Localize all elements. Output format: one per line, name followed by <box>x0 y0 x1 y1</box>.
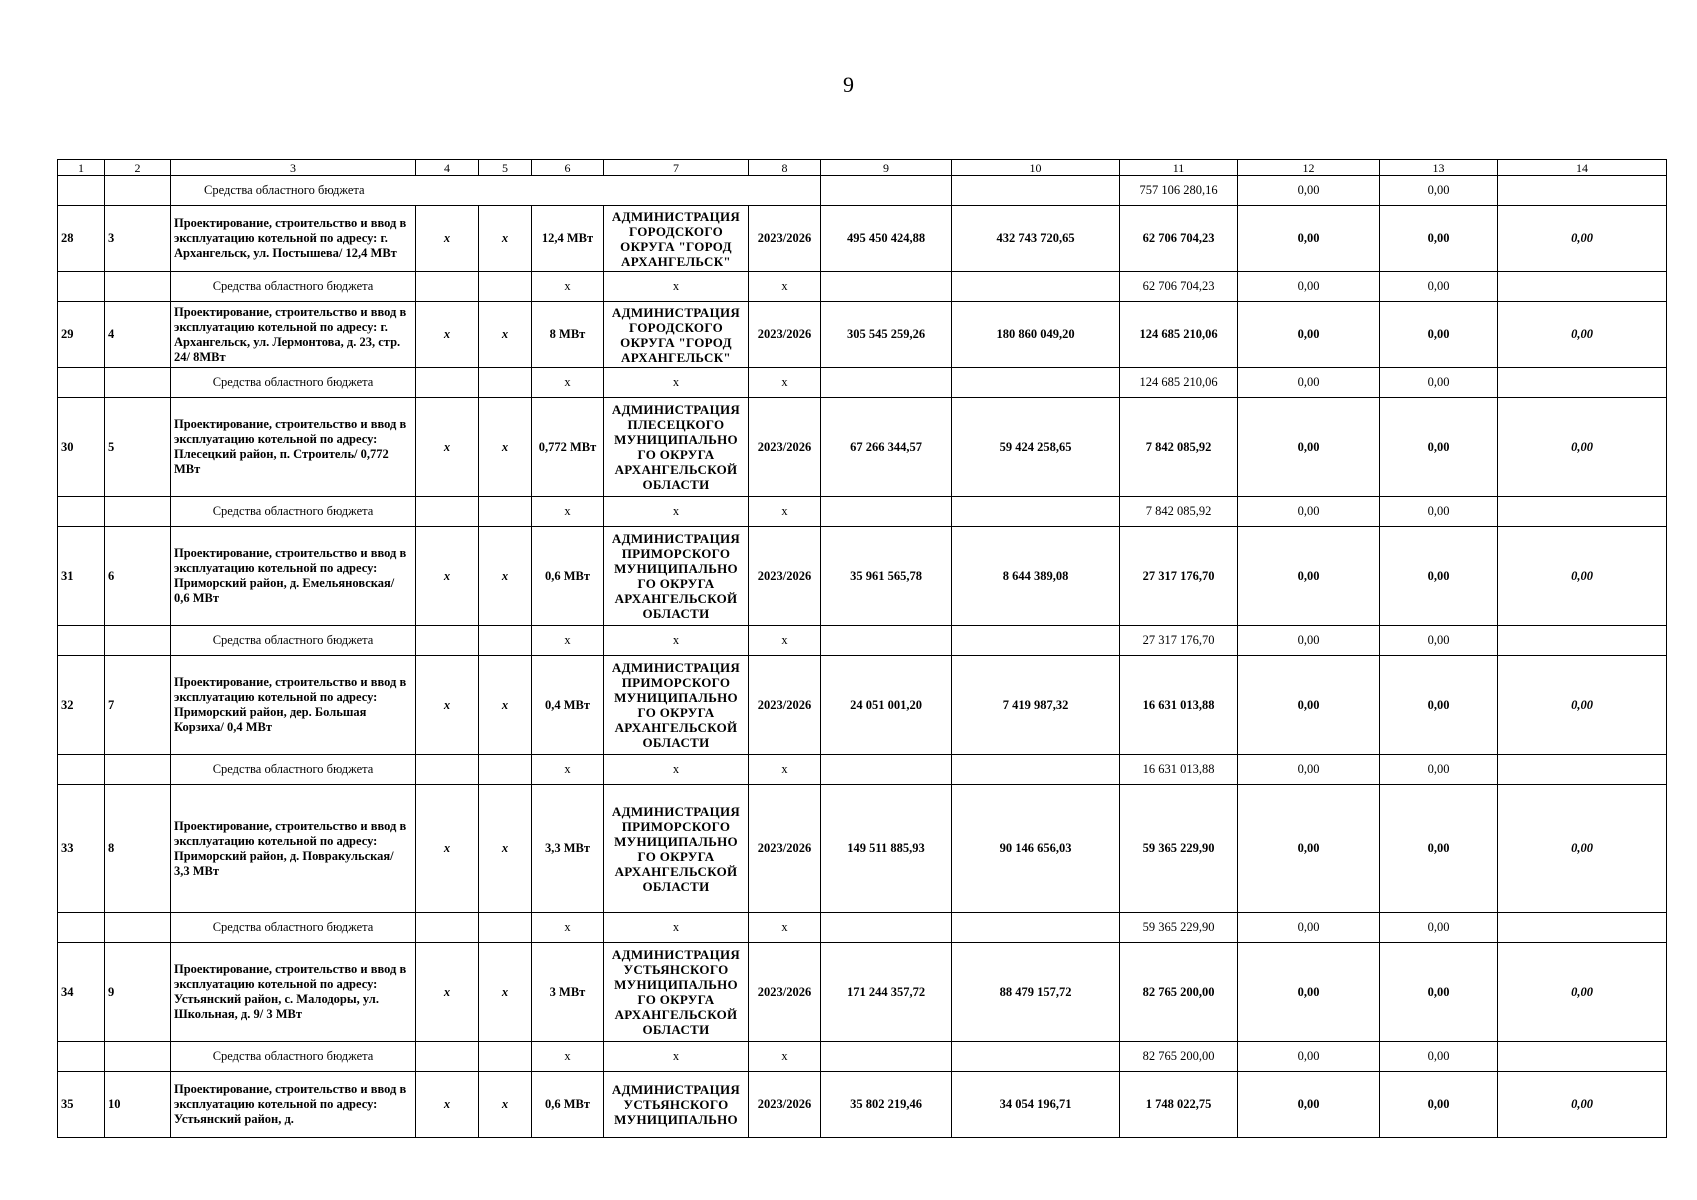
empty-cell <box>58 368 105 398</box>
sub-number: 7 <box>105 656 171 755</box>
amount-col13: 0,00 <box>1380 913 1498 943</box>
column-number: 10 <box>952 160 1120 176</box>
column-number: 2 <box>105 160 171 176</box>
project-row <box>58 527 1667 626</box>
project-description: Проектирование, строительство и ввод в эксплуатацию котельной по адресу: Приморский район, д. Повракульская/ 3,3 МВт <box>171 785 416 913</box>
project-row <box>58 943 1667 1042</box>
col4-mark: x <box>416 656 479 755</box>
amount-col9: 67 266 344,57 <box>821 398 952 497</box>
empty-cell <box>1498 368 1667 398</box>
empty-cell <box>105 368 171 398</box>
col4-mark: x <box>416 943 479 1042</box>
row-number: 33 <box>58 785 105 913</box>
column-number: 1 <box>58 160 105 176</box>
capacity: 3,3 МВт <box>532 785 604 913</box>
empty-cell <box>821 497 952 527</box>
empty-cell <box>821 1042 952 1072</box>
empty-cell <box>821 913 952 943</box>
project-description: Проектирование, строительство и ввод в эксплуатацию котельной по адресу: г. Архангельск, ул. Лермонтова, д. 23, стр. 24/ 8МВт <box>171 302 416 368</box>
col8-mark: x <box>749 913 821 943</box>
amount-col10: 34 054 196,71 <box>952 1072 1120 1138</box>
col5-mark: x <box>479 1072 532 1138</box>
col8-mark: x <box>749 755 821 785</box>
funding-source-label: Средства областного бюджета <box>171 368 416 398</box>
col6-mark: x <box>532 755 604 785</box>
responsible-organization: АДМИНИСТРАЦИЯ ПРИМОРСКОГО МУНИЦИПАЛЬНО ГО ОКРУГА АРХАНГЕЛЬСКОЙ ОБЛАСТИ <box>604 527 749 626</box>
empty-cell <box>1498 913 1667 943</box>
empty-cell <box>952 497 1120 527</box>
col7-mark: x <box>604 1042 749 1072</box>
project-description: Проектирование, строительство и ввод в эксплуатацию котельной по адресу: Устьянский район, с. Малодоры, ул. Школьная, д. 9/ 3 МВт <box>171 943 416 1042</box>
col7-mark: x <box>604 626 749 656</box>
col4-mark: x <box>416 302 479 368</box>
amount-col13: 0,00 <box>1380 943 1498 1042</box>
amount-col10: 432 743 720,65 <box>952 206 1120 272</box>
column-number: 12 <box>1238 160 1380 176</box>
amount-col11: 62 706 704,23 <box>1120 272 1238 302</box>
empty-cell <box>1498 626 1667 656</box>
sub-number: 10 <box>105 1072 171 1138</box>
project-description: Проектирование, строительство и ввод в эксплуатацию котельной по адресу: Приморский район, дер. Большая Корзиха/ 0,4 МВт <box>171 656 416 755</box>
responsible-organization: АДМИНИСТРАЦИЯ ПЛЕСЕЦКОГО МУНИЦИПАЛЬНО ГО ОКРУГА АРХАНГЕЛЬСКОЙ ОБЛАСТИ <box>604 398 749 497</box>
amount-col13: 0,00 <box>1380 368 1498 398</box>
column-number: 7 <box>604 160 749 176</box>
amount-col10: 8 644 389,08 <box>952 527 1120 626</box>
responsible-organization: АДМИНИСТРАЦИЯ ПРИМОРСКОГО МУНИЦИПАЛЬНО ГО ОКРУГА АРХАНГЕЛЬСКОЙ ОБЛАСТИ <box>604 785 749 913</box>
amount-col13: 0,00 <box>1380 1042 1498 1072</box>
empty-cell <box>821 755 952 785</box>
empty-cell <box>952 626 1120 656</box>
column-number: 4 <box>416 160 479 176</box>
col4-mark: x <box>416 785 479 913</box>
implementation-period: 2023/2026 <box>749 785 821 913</box>
amount-col11: 82 765 200,00 <box>1120 1042 1238 1072</box>
amount-col12: 0,00 <box>1238 527 1380 626</box>
column-number: 3 <box>171 160 416 176</box>
empty-cell <box>952 368 1120 398</box>
col5-mark: x <box>479 206 532 272</box>
responsible-organization: АДМИНИСТРАЦИЯ ГОРОДСКОГО ОКРУГА "ГОРОД АРХАНГЕЛЬСК" <box>604 206 749 272</box>
empty-cell <box>821 272 952 302</box>
col6-mark: x <box>532 497 604 527</box>
project-description: Проектирование, строительство и ввод в эксплуатацию котельной по адресу: Приморский район, д. Емельяновская/ 0,6 МВт <box>171 527 416 626</box>
empty-cell <box>58 626 105 656</box>
col6-mark: x <box>532 913 604 943</box>
funding-source-label: Средства областного бюджета <box>171 626 416 656</box>
budget-table <box>57 159 1667 1138</box>
empty-cell <box>952 272 1120 302</box>
empty-cell <box>105 176 171 206</box>
capacity: 0,4 МВт <box>532 656 604 755</box>
col7-mark: x <box>604 368 749 398</box>
page-number: 9 <box>843 72 854 97</box>
amount-col12: 0,00 <box>1238 626 1380 656</box>
empty-cell <box>58 272 105 302</box>
empty-cell <box>479 755 532 785</box>
column-number: 8 <box>749 160 821 176</box>
col8-mark: x <box>749 497 821 527</box>
amount-col12: 0,00 <box>1238 785 1380 913</box>
capacity: 3 МВт <box>532 943 604 1042</box>
amount-col9: 149 511 885,93 <box>821 785 952 913</box>
implementation-period: 2023/2026 <box>749 302 821 368</box>
amount-col14: 0,00 <box>1498 206 1667 272</box>
col4-mark: x <box>416 206 479 272</box>
col7-mark: x <box>604 913 749 943</box>
amount-col13: 0,00 <box>1380 656 1498 755</box>
amount-col12: 0,00 <box>1238 943 1380 1042</box>
amount-col12: 0,00 <box>1238 656 1380 755</box>
amount-col9: 35 802 219,46 <box>821 1072 952 1138</box>
amount-col14: 0,00 <box>1498 1072 1667 1138</box>
empty-cell <box>479 272 532 302</box>
empty-cell <box>952 176 1120 206</box>
funding-source-label: Средства областного бюджета <box>171 1042 416 1072</box>
responsible-organization: АДМИНИСТРАЦИЯ ГОРОДСКОГО ОКРУГА "ГОРОД АРХАНГЕЛЬСК" <box>604 302 749 368</box>
project-description: Проектирование, строительство и ввод в эксплуатацию котельной по адресу: Устьянский район, д. <box>171 1072 416 1138</box>
col7-mark: x <box>604 755 749 785</box>
col7-mark: x <box>604 272 749 302</box>
implementation-period: 2023/2026 <box>749 398 821 497</box>
col5-mark: x <box>479 302 532 368</box>
project-description: Проектирование, строительство и ввод в эксплуатацию котельной по адресу: г. Архангельск, ул. Постышева/ 12,4 МВт <box>171 206 416 272</box>
amount-col14: 0,00 <box>1498 943 1667 1042</box>
amount-col11: 124 685 210,06 <box>1120 302 1238 368</box>
amount-col11: 27 317 176,70 <box>1120 527 1238 626</box>
amount-col9: 171 244 357,72 <box>821 943 952 1042</box>
empty-cell <box>105 913 171 943</box>
amount-col11: 59 365 229,90 <box>1120 913 1238 943</box>
empty-cell <box>105 272 171 302</box>
amount-col13: 0,00 <box>1380 785 1498 913</box>
sub-number: 8 <box>105 785 171 913</box>
column-number: 13 <box>1380 160 1498 176</box>
amount-col14: 0,00 <box>1498 656 1667 755</box>
empty-cell <box>58 913 105 943</box>
project-row <box>58 785 1667 913</box>
amount-col11: 82 765 200,00 <box>1120 943 1238 1042</box>
empty-cell <box>416 626 479 656</box>
empty-cell <box>58 176 105 206</box>
amount-col13: 0,00 <box>1380 1072 1498 1138</box>
col6-mark: x <box>532 1042 604 1072</box>
amount-col11: 757 106 280,16 <box>1120 176 1238 206</box>
empty-cell <box>479 1042 532 1072</box>
amount-col12: 0,00 <box>1238 755 1380 785</box>
responsible-organization: АДМИНИСТРАЦИЯ ПРИМОРСКОГО МУНИЦИПАЛЬНО ГО ОКРУГА АРХАНГЕЛЬСКОЙ ОБЛАСТИ <box>604 656 749 755</box>
empty-cell <box>416 368 479 398</box>
responsible-organization: АДМИНИСТРАЦИЯ УСТЬЯНСКОГО МУНИЦИПАЛЬНО ГО ОКРУГА АРХАНГЕЛЬСКОЙ ОБЛАСТИ <box>604 943 749 1042</box>
sub-number: 9 <box>105 943 171 1042</box>
implementation-period: 2023/2026 <box>749 527 821 626</box>
sub-number: 6 <box>105 527 171 626</box>
column-number: 5 <box>479 160 532 176</box>
col8-mark: x <box>749 1042 821 1072</box>
empty-cell <box>1498 755 1667 785</box>
capacity: 12,4 МВт <box>532 206 604 272</box>
funding-source-label: Средства областного бюджета <box>171 913 416 943</box>
row-number: 29 <box>58 302 105 368</box>
amount-col9: 35 961 565,78 <box>821 527 952 626</box>
project-row <box>58 206 1667 272</box>
col5-mark: x <box>479 398 532 497</box>
amount-col14: 0,00 <box>1498 527 1667 626</box>
amount-col13: 0,00 <box>1380 755 1498 785</box>
col7-mark: x <box>604 497 749 527</box>
col4-mark: x <box>416 1072 479 1138</box>
sub-number: 5 <box>105 398 171 497</box>
empty-cell <box>1498 497 1667 527</box>
column-number-row <box>58 160 1667 176</box>
project-row <box>58 398 1667 497</box>
regional-budget-row <box>58 1042 1667 1072</box>
project-description: Проектирование, строительство и ввод в эксплуатацию котельной по адресу: Плесецкий район, п. Строитель/ 0,772 МВт <box>171 398 416 497</box>
amount-col14: 0,00 <box>1498 785 1667 913</box>
amount-col10: 180 860 049,20 <box>952 302 1120 368</box>
amount-col13: 0,00 <box>1380 272 1498 302</box>
amount-col13: 0,00 <box>1380 527 1498 626</box>
col4-mark: x <box>416 527 479 626</box>
col5-mark: x <box>479 943 532 1042</box>
implementation-period: 2023/2026 <box>749 1072 821 1138</box>
amount-col10: 88 479 157,72 <box>952 943 1120 1042</box>
amount-col10: 90 146 656,03 <box>952 785 1120 913</box>
funding-source-label: Средства областного бюджета <box>171 755 416 785</box>
implementation-period: 2023/2026 <box>749 206 821 272</box>
amount-col9: 495 450 424,88 <box>821 206 952 272</box>
col5-mark: x <box>479 785 532 913</box>
empty-cell <box>952 1042 1120 1072</box>
empty-cell <box>105 626 171 656</box>
col4-mark: x <box>416 398 479 497</box>
capacity: 0,6 МВт <box>532 1072 604 1138</box>
amount-col11: 16 631 013,88 <box>1120 755 1238 785</box>
col5-mark: x <box>479 656 532 755</box>
col6-mark: x <box>532 272 604 302</box>
amount-col12: 0,00 <box>1238 206 1380 272</box>
column-number: 14 <box>1498 160 1667 176</box>
empty-cell <box>58 755 105 785</box>
amount-col11: 62 706 704,23 <box>1120 206 1238 272</box>
amount-col11: 59 365 229,90 <box>1120 785 1238 913</box>
capacity: 8 МВт <box>532 302 604 368</box>
amount-col12: 0,00 <box>1238 1072 1380 1138</box>
funding-source-label: Средства областного бюджета <box>171 176 821 206</box>
amount-col13: 0,00 <box>1380 398 1498 497</box>
empty-cell <box>416 1042 479 1072</box>
project-row <box>58 656 1667 755</box>
regional-budget-row <box>58 913 1667 943</box>
column-number: 11 <box>1120 160 1238 176</box>
project-row <box>58 1072 1667 1138</box>
funding-source-label: Средства областного бюджета <box>171 497 416 527</box>
empty-cell <box>105 1042 171 1072</box>
amount-col13: 0,00 <box>1380 206 1498 272</box>
empty-cell <box>479 497 532 527</box>
regional-budget-row <box>58 368 1667 398</box>
empty-cell <box>105 755 171 785</box>
empty-cell <box>416 913 479 943</box>
amount-col12: 0,00 <box>1238 368 1380 398</box>
amount-col14: 0,00 <box>1498 398 1667 497</box>
implementation-period: 2023/2026 <box>749 943 821 1042</box>
col8-mark: x <box>749 368 821 398</box>
regional-budget-row <box>58 272 1667 302</box>
amount-col12: 0,00 <box>1238 1042 1380 1072</box>
col5-mark: x <box>479 527 532 626</box>
col6-mark: x <box>532 626 604 656</box>
amount-col9: 305 545 259,26 <box>821 302 952 368</box>
amount-col12: 0,00 <box>1238 272 1380 302</box>
regional-budget-summary-row <box>58 176 1667 206</box>
amount-col14: 0,00 <box>1498 302 1667 368</box>
row-number: 31 <box>58 527 105 626</box>
col8-mark: x <box>749 272 821 302</box>
empty-cell <box>952 755 1120 785</box>
col6-mark: x <box>532 368 604 398</box>
regional-budget-row <box>58 626 1667 656</box>
col8-mark: x <box>749 626 821 656</box>
empty-cell <box>952 913 1120 943</box>
empty-cell <box>821 176 952 206</box>
responsible-organization: АДМИНИСТРАЦИЯ УСТЬЯНСКОГО МУНИЦИПАЛЬНО <box>604 1072 749 1138</box>
sub-number: 4 <box>105 302 171 368</box>
amount-col11: 7 842 085,92 <box>1120 398 1238 497</box>
empty-cell <box>58 1042 105 1072</box>
amount-col13: 0,00 <box>1380 302 1498 368</box>
funding-source-label: Средства областного бюджета <box>171 272 416 302</box>
amount-col10: 7 419 987,32 <box>952 656 1120 755</box>
empty-cell <box>416 755 479 785</box>
regional-budget-row <box>58 497 1667 527</box>
amount-col13: 0,00 <box>1380 497 1498 527</box>
regional-budget-row <box>58 755 1667 785</box>
amount-col12: 0,00 <box>1238 913 1380 943</box>
amount-col11: 1 748 022,75 <box>1120 1072 1238 1138</box>
sub-number: 3 <box>105 206 171 272</box>
amount-col11: 124 685 210,06 <box>1120 368 1238 398</box>
empty-cell <box>1498 176 1667 206</box>
amount-col12: 0,00 <box>1238 497 1380 527</box>
empty-cell <box>479 368 532 398</box>
row-number: 32 <box>58 656 105 755</box>
amount-col11: 7 842 085,92 <box>1120 497 1238 527</box>
empty-cell <box>821 368 952 398</box>
empty-cell <box>1498 272 1667 302</box>
capacity: 0,6 МВт <box>532 527 604 626</box>
amount-col10: 59 424 258,65 <box>952 398 1120 497</box>
capacity: 0,772 МВт <box>532 398 604 497</box>
row-number: 30 <box>58 398 105 497</box>
amount-col12: 0,00 <box>1238 302 1380 368</box>
amount-col13: 0,00 <box>1380 176 1498 206</box>
empty-cell <box>416 497 479 527</box>
implementation-period: 2023/2026 <box>749 656 821 755</box>
empty-cell <box>479 626 532 656</box>
amount-col13: 0,00 <box>1380 626 1498 656</box>
empty-cell <box>105 497 171 527</box>
amount-col11: 27 317 176,70 <box>1120 626 1238 656</box>
empty-cell <box>58 497 105 527</box>
row-number: 34 <box>58 943 105 1042</box>
empty-cell <box>1498 1042 1667 1072</box>
amount-col12: 0,00 <box>1238 176 1380 206</box>
amount-col11: 16 631 013,88 <box>1120 656 1238 755</box>
amount-col12: 0,00 <box>1238 398 1380 497</box>
empty-cell <box>479 913 532 943</box>
row-number: 35 <box>58 1072 105 1138</box>
empty-cell <box>416 272 479 302</box>
column-number: 6 <box>532 160 604 176</box>
amount-col9: 24 051 001,20 <box>821 656 952 755</box>
column-number: 9 <box>821 160 952 176</box>
empty-cell <box>821 626 952 656</box>
project-row <box>58 302 1667 368</box>
row-number: 28 <box>58 206 105 272</box>
